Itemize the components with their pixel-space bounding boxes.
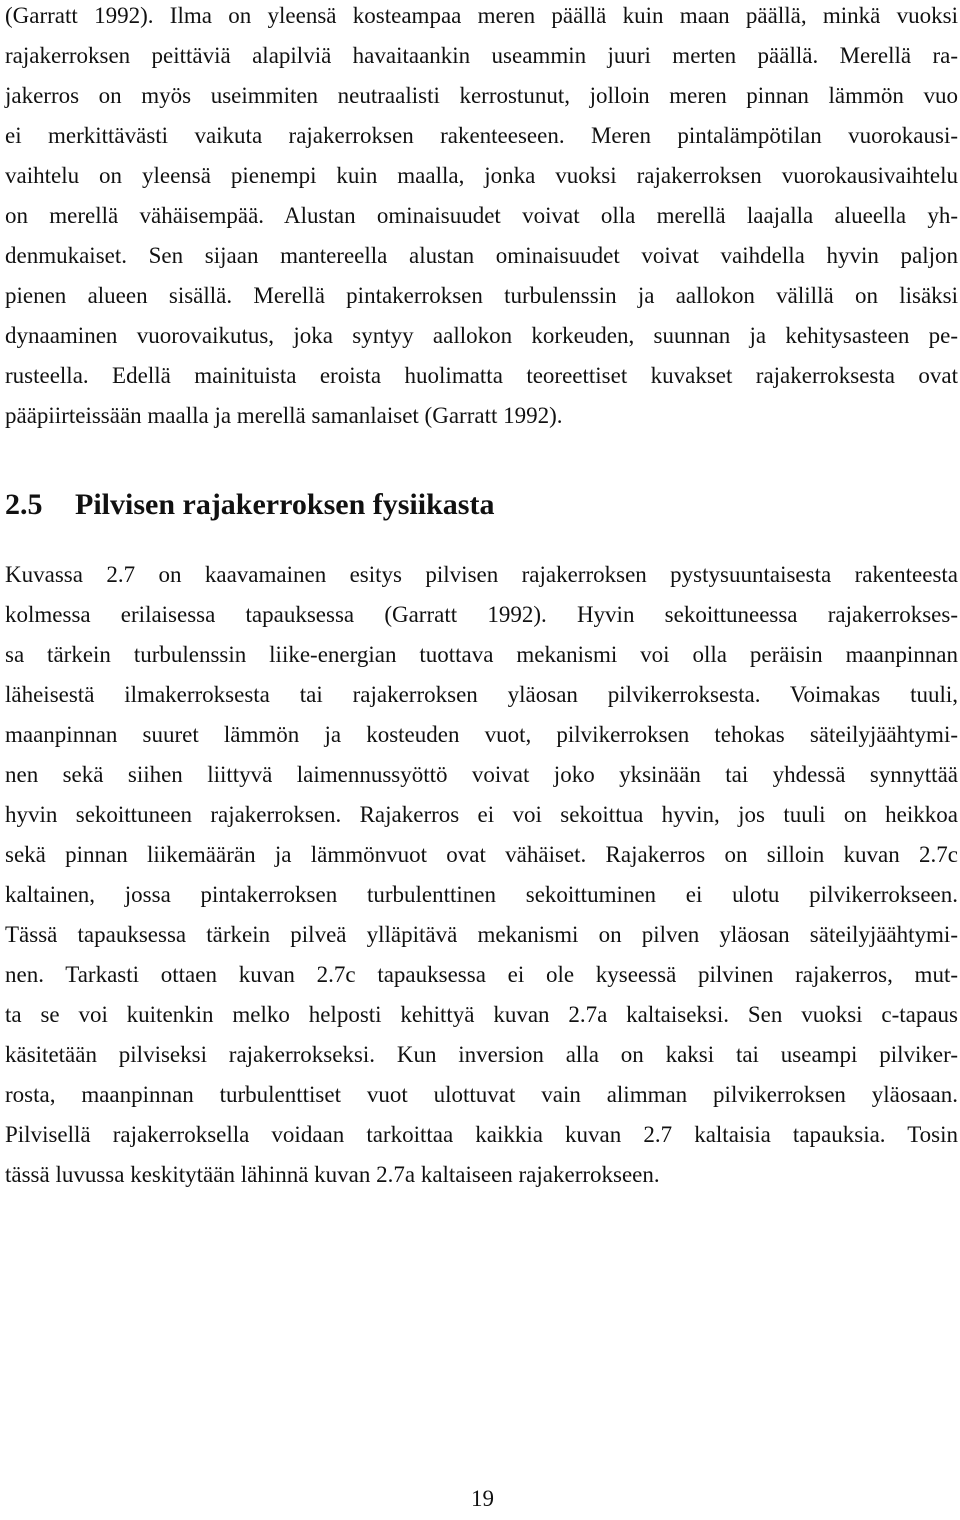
paragraph-line: ta se voi kuitenkin melko helposti kehittyä kuvan 2.7a kaltaiseksi. Sen vuoksi c-tapaus [5, 1002, 958, 1027]
paragraph-line: rosta, maanpinnan turbulenttiset vuot ulottuvat vain alimman pilvikerroksen yläosaan. [5, 1082, 958, 1107]
paragraph-line: denmukaiset. Sen sijaan mantereella alustan ominaisuudet voivat vaihdella hyvin paljon [5, 243, 958, 268]
paragraph-line: sa tärkein turbulenssin liike-energian tuottava mekanismi voi olla peräisin maanpinnan [5, 642, 958, 667]
paragraph-line: pääpiirteissään maalla ja merellä samanlaiset (Garratt 1992). [5, 403, 563, 428]
paragraph-line: rajakerroksen peittäviä alapilviä havaitaankin useammin juuri merten päällä. Merellä ra- [5, 43, 958, 68]
paragraph-line: Pilvisellä rajakerroksella voidaan tarkoittaa kaikkia kuvan 2.7 kaltaisia tapauksia. Tosin [5, 1122, 958, 1147]
paragraph-line: nen sekä siihen liittyvä laimennussyöttö voivat joko yksinään tai yhdessä synnyttää [5, 762, 958, 787]
paragraph-line: kaltainen, jossa pintakerroksen turbulenttinen sekoittuminen ei ulotu pilvikerrokseen. [5, 882, 958, 907]
paragraph-line: maanpinnan suuret lämmön ja kosteuden vuot, pilvikerroksen tehokas säteilyjäähtymi- [5, 722, 958, 747]
paragraph-line: ei merkittävästi vaikuta rajakerroksen rakenteeseen. Meren pintalämpötilan vuorokausi- [5, 123, 958, 148]
paragraph-line: dynaaminen vuorovaikutus, joka syntyy aallokon korkeuden, suunnan ja kehitysasteen pe- [5, 323, 958, 348]
section-title: Pilvisen rajakerroksen fysiikasta [75, 488, 495, 521]
paragraph-line: kolmessa erilaisessa tapauksessa (Garratt 1992). Hyvin sekoittuneessa rajakerrokses- [5, 602, 958, 627]
paragraph-line: sekä pinnan liikemäärän ja lämmönvuot ovat vähäiset. Rajakerros on silloin kuvan 2.7c [5, 842, 958, 867]
paragraph-line: käsitetään pilviseksi rajakerrokseksi. Kun inversion alla on kaksi tai useampi pilviker- [5, 1042, 958, 1067]
paragraph-line: vaihtelu on yleensä pienempi kuin maalla, jonka vuoksi rajakerroksen vuorokausivaihtelu [5, 163, 958, 188]
document-page [5, 0, 960, 1520]
paragraph-line: tässä luvussa keskitytään lähinnä kuvan 2.7a kaltaiseen rajakerrokseen. [5, 1162, 660, 1187]
paragraph-line: hyvin sekoittuneen rajakerroksen. Rajakerros ei voi sekoittua hyvin, jos tuuli on heikkoa [5, 802, 958, 827]
paragraph-line: (Garratt 1992). Ilma on yleensä kosteampaa meren päällä kuin maan päällä, minkä vuoksi [5, 3, 958, 28]
paragraph-line: rusteella. Edellä mainituista eroista huolimatta teoreettiset kuvakset rajakerroksesta ovat [5, 363, 958, 388]
paragraph-line: nen. Tarkasti ottaen kuvan 2.7c tapauksessa ei ole kyseessä pilvinen rajakerros, mut- [5, 962, 958, 987]
paragraph-line: Tässä tapauksessa tärkein pilveä ylläpitävä mekanismi on pilven yläosan säteilyjäähtymi- [5, 922, 958, 947]
section-number: 2.5 [5, 488, 43, 521]
paragraph-line: on merellä vähäisempää. Alustan ominaisuudet voivat olla merellä laajalla alueella yh- [5, 203, 958, 228]
paragraph-line: pienen alueen sisällä. Merellä pintakerroksen turbulenssin ja aallokon välillä on lisäksi [5, 283, 958, 308]
section-heading [5, 480, 494, 530]
paragraph-line: jakerros on myös useimmiten neutraalisti kerrostunut, jolloin meren pinnan lämmön vuo [5, 83, 958, 108]
paragraph-line: Kuvassa 2.7 on kaavamainen esitys pilvisen rajakerroksen pystysuuntaisesta rakenteesta [5, 562, 958, 587]
page-number: 19 [471, 1486, 494, 1511]
paragraph-line: läheisestä ilmakerroksesta tai rajakerroksen yläosan pilvikerroksesta. Voimakas tuuli, [5, 682, 958, 707]
